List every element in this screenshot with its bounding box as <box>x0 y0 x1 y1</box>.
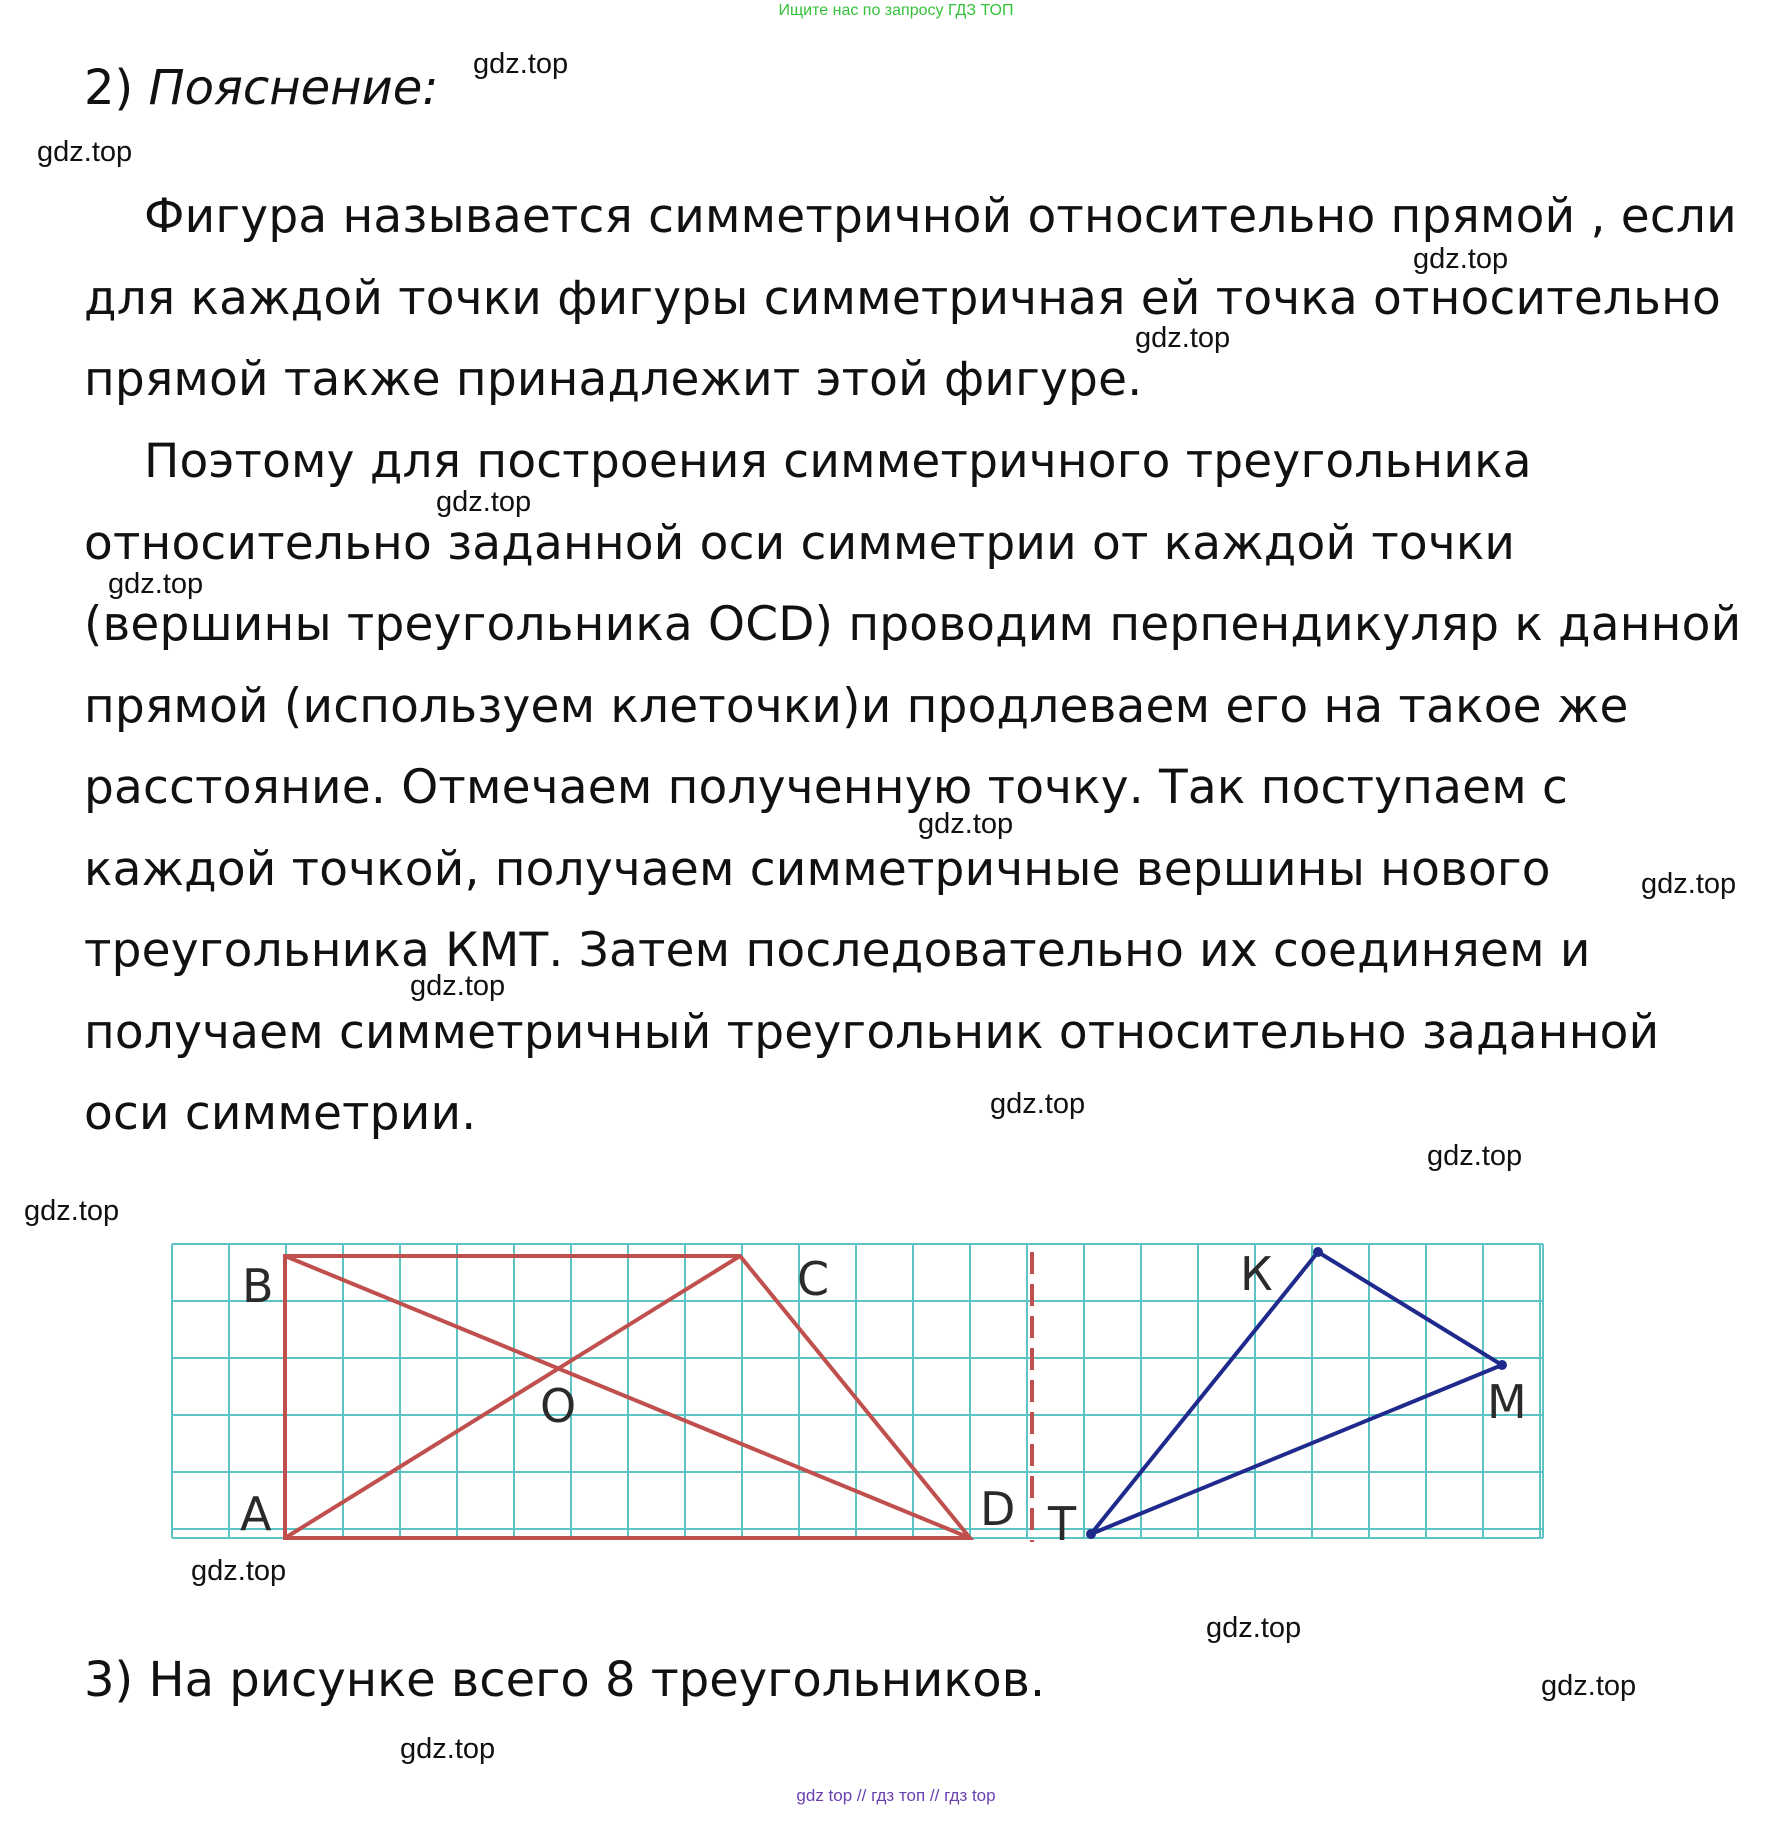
watermark: gdz.top <box>1641 868 1737 900</box>
point-k <box>1313 1247 1323 1257</box>
footer-links: gdz top // гдз топ // гдз top <box>796 1786 996 1805</box>
label-k: К <box>1240 1247 1273 1301</box>
point-m <box>1497 1360 1507 1370</box>
top-banner: Ищите нас по запросу ГДЗ ТОП <box>778 2 1014 19</box>
triangle-kmt <box>1086 1247 1507 1539</box>
label-o: O <box>540 1379 577 1433</box>
watermark: gdz.top <box>191 1555 287 1587</box>
label-a: A <box>240 1487 272 1541</box>
label-d: D <box>980 1482 1016 1536</box>
watermark: gdz.top <box>24 1195 120 1227</box>
watermark: gdz.top <box>1413 243 1509 275</box>
label-c: C <box>797 1252 830 1306</box>
watermark: gdz.top <box>990 1088 1086 1120</box>
label-m: M <box>1487 1375 1527 1429</box>
watermark: gdz.top <box>918 808 1014 840</box>
diagonal-ac <box>285 1256 740 1538</box>
label-t: T <box>1048 1497 1077 1551</box>
paragraph-construction: Поэтому для построения симметричного треугольника относительно заданной оси симметрии от каждой точки (вершины треугольника OCD) проводим перпендикуляр к данной прямой (используем клеточки)и продлеваем его на такое же расстояние. Отмечаем полученную точку. Так поступаем с каждой точкой, получаем симметричные вершины нового треугольника КМТ. Затем последовательно их соединяем и получаем симметричный треугольник относительно заданной оси симметрии. <box>84 434 1742 1141</box>
watermark: gdz.top <box>108 568 204 600</box>
watermark: gdz.top <box>1541 1670 1637 1702</box>
watermark: gdz.top <box>410 970 506 1002</box>
watermark: gdz.top <box>1427 1140 1523 1172</box>
watermark: gdz.top <box>436 486 532 518</box>
heading-number: 2) <box>84 60 134 116</box>
watermark: gdz.top <box>1206 1612 1302 1644</box>
watermark: gdz.top <box>1135 322 1231 354</box>
answer-text: 3) На рисунке всего 8 треугольников. <box>84 1652 1046 1708</box>
grid-lines <box>172 1244 1543 1538</box>
label-b: B <box>242 1259 274 1313</box>
watermark: gdz.top <box>473 48 569 80</box>
point-t <box>1086 1529 1096 1539</box>
heading-title: Пояснение: <box>148 60 439 116</box>
watermark: gdz.top <box>37 136 133 168</box>
watermark: gdz.top <box>400 1733 496 1765</box>
triangle-kmt-outline <box>1091 1252 1502 1534</box>
paragraph-definition: Фигура называется симметричной относительно прямой , если для каждой точки фигуры симметричная ей точка относительно прямой также принадлежит этой фигуре. <box>84 189 1737 407</box>
